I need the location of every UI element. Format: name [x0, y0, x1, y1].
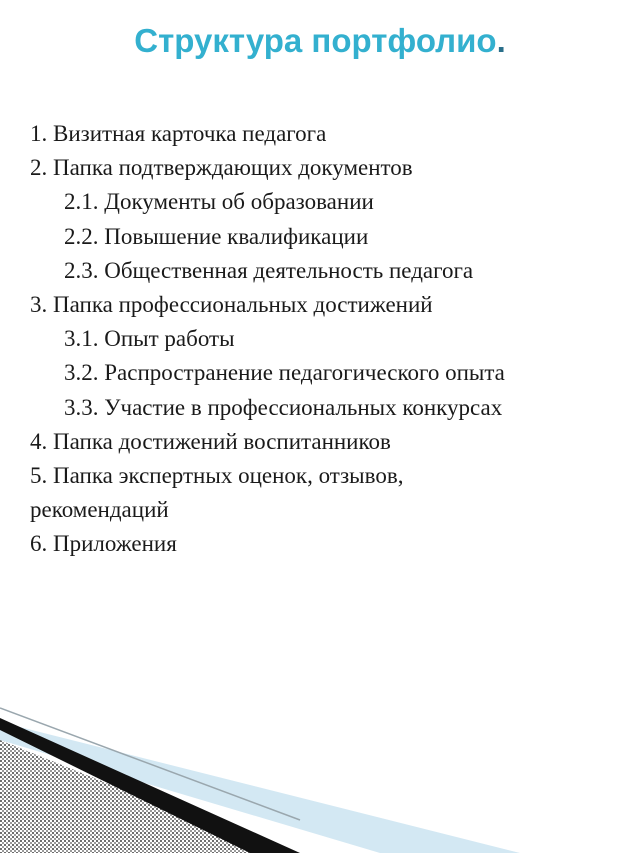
- list-item: 1. Визитная карточка педагога: [30, 121, 327, 146]
- list-item: 4. Папка достижений воспитанников: [30, 428, 391, 454]
- list-item: 6. Приложения: [30, 531, 177, 557]
- list-item: 2. Папка подтверждающих документов: [30, 155, 413, 181]
- list-subitem: 2.2. Повышение квалификации: [64, 223, 369, 249]
- slide-title-dot: .: [496, 22, 506, 59]
- portfolio-structure-list: [30, 117, 630, 562]
- list-item: 3. Папка профессиональных достижений: [30, 292, 433, 318]
- list-item: 5. Папка экспертных оценок, отзывов, рекомендаций: [30, 463, 404, 523]
- list-subitem: 3.3. Участие в профессиональных конкурсах: [64, 394, 503, 420]
- list-subitem: 2.1. Документы об образовании: [64, 189, 374, 215]
- list-subitem: 2.3. Общественная деятельность педагога: [64, 257, 474, 283]
- list-subitem: 3.1. Опыт работы: [64, 326, 235, 352]
- list-subitem: 3.2. Распространение педагогического опыта: [64, 360, 505, 386]
- decorative-corner-stripes: [0, 700, 640, 853]
- slide-title-text: Структура портфолио: [134, 22, 497, 59]
- slide-title: [0, 22, 640, 60]
